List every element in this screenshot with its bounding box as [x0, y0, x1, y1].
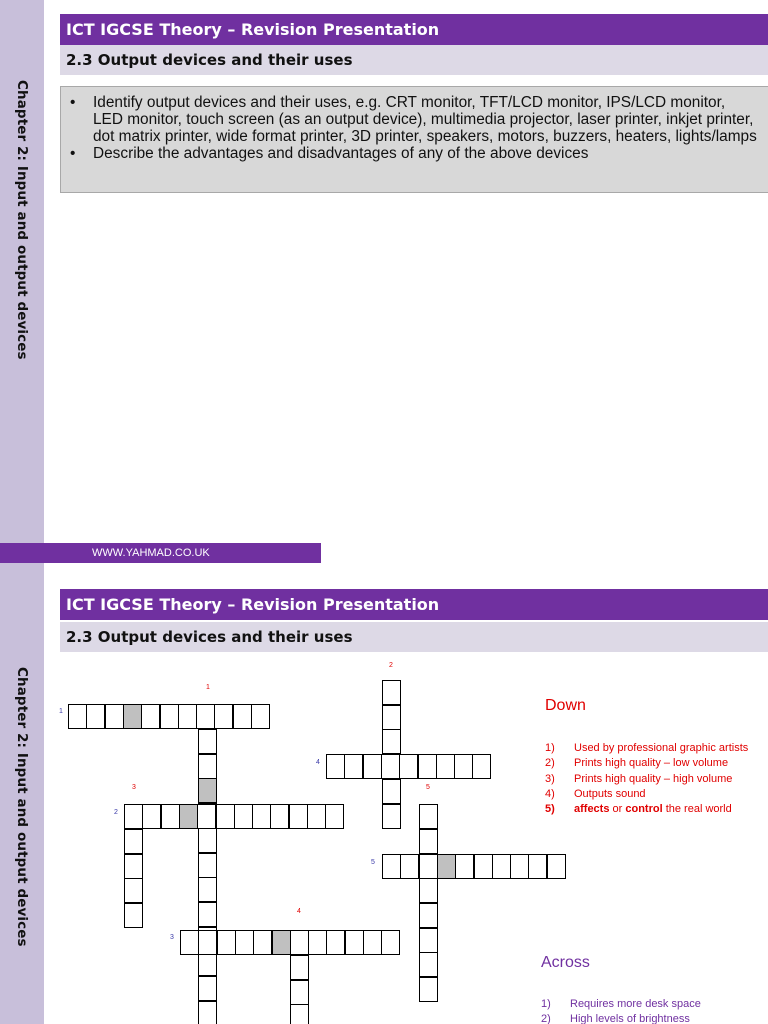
across-clues [541, 997, 701, 1024]
crossword-cell[interactable] [418, 754, 437, 779]
down-3-number: 3 [132, 784, 136, 791]
clue-text: or [609, 803, 626, 816]
crossword-cell[interactable] [216, 804, 235, 829]
crossword-cell[interactable] [454, 754, 473, 779]
crossword-cell[interactable] [142, 804, 161, 829]
clue-number: 2) [541, 1013, 551, 1024]
crossword-cell[interactable] [290, 980, 309, 1005]
across-4-number: 4 [316, 759, 320, 766]
across-heading: Across [541, 954, 590, 971]
crossword-cell[interactable] [344, 754, 363, 779]
crossword-cell[interactable] [234, 804, 253, 829]
crossword-cell[interactable] [235, 930, 254, 955]
section-subtitle: 2.3 Output devices and their uses [60, 622, 768, 652]
crossword-cell[interactable] [363, 930, 382, 955]
crossword-cell[interactable] [198, 930, 217, 955]
crossword-cell[interactable] [141, 704, 160, 729]
crossword-cell[interactable] [381, 754, 400, 779]
crossword-cell[interactable] [399, 754, 418, 779]
crossword-cell[interactable] [198, 976, 217, 1001]
crossword-cell[interactable] [307, 804, 326, 829]
crossword-cell[interactable] [105, 704, 124, 729]
crossword-cell[interactable] [419, 977, 438, 1002]
crossword-cell[interactable] [86, 704, 105, 729]
crossword-cell[interactable] [198, 1001, 217, 1024]
crossword-cell[interactable] [547, 854, 566, 879]
across-5-number: 5 [371, 859, 375, 866]
crossword-cell[interactable] [289, 804, 308, 829]
slide-2 [0, 565, 768, 1024]
crossword-cell[interactable] [124, 804, 143, 829]
website-footer[interactable]: WWW.YAHMAD.CO.UK [0, 543, 321, 563]
crossword-cell[interactable] [382, 854, 401, 879]
crossword-cell[interactable] [400, 854, 419, 879]
clue-number: 1) [545, 742, 555, 754]
crossword-cell[interactable] [124, 854, 143, 879]
down-clue [545, 772, 748, 787]
crossword-cell[interactable] [160, 704, 179, 729]
crossword-cell[interactable] [419, 903, 438, 928]
clue-number: 3) [545, 772, 555, 785]
crossword-cell[interactable] [198, 778, 217, 803]
clue-text-bold: affects [574, 803, 610, 816]
down-clue [545, 741, 748, 756]
crossword-cell[interactable] [179, 804, 198, 829]
crossword-cell[interactable] [198, 828, 217, 853]
crossword-cell[interactable] [198, 729, 217, 754]
clue-number: 2) [545, 757, 555, 770]
crossword-cell[interactable] [124, 878, 143, 903]
crossword-cell[interactable] [382, 779, 401, 804]
clue-number: 4) [545, 787, 555, 800]
crossword-cell[interactable] [474, 854, 493, 879]
crossword-cell[interactable] [419, 878, 438, 903]
crossword-cell[interactable] [270, 804, 289, 829]
clue-number: 1) [541, 998, 551, 1010]
across-clue [541, 1012, 701, 1024]
crossword-cell[interactable] [233, 704, 252, 729]
crossword-cell[interactable] [528, 854, 547, 879]
crossword-cell[interactable] [325, 804, 344, 829]
crossword-cell[interactable] [214, 704, 233, 729]
crossword-cell[interactable] [124, 829, 143, 854]
crossword-cell[interactable] [326, 754, 345, 779]
crossword-cell[interactable] [308, 930, 327, 955]
across-1-number: 1 [59, 708, 63, 715]
down-clue [545, 756, 748, 771]
crossword-cell[interactable] [196, 704, 215, 729]
sidebar-chapter-label: Chapter 2: Input and output devices [14, 666, 30, 947]
down-1-number: 1 [206, 684, 210, 691]
across-3-number: 3 [170, 934, 174, 941]
crossword-cell[interactable] [345, 930, 364, 955]
crossword-cell[interactable] [197, 804, 216, 829]
down-4-number: 4 [297, 908, 301, 915]
clue-number: 5) [545, 803, 555, 816]
objectives-box [60, 86, 768, 193]
crossword-cell[interactable] [198, 902, 217, 927]
clue-text: Prints high quality – low volume [574, 757, 729, 770]
down-2-number: 2 [389, 662, 393, 669]
down-heading: Down [545, 697, 586, 714]
section-subtitle: 2.3 Output devices and their uses [60, 45, 768, 75]
crossword-cell[interactable] [124, 903, 143, 928]
crossword-cell[interactable] [290, 955, 309, 980]
crossword-cell[interactable] [198, 877, 217, 902]
crossword-cell[interactable] [419, 804, 438, 829]
across-2-number: 2 [114, 809, 118, 816]
crossword-cell[interactable] [198, 754, 217, 779]
crossword-cell[interactable] [419, 928, 438, 953]
crossword-cell[interactable] [472, 754, 491, 779]
crossword-cell[interactable] [251, 704, 270, 729]
sidebar-chapter-label: Chapter 2: Input and output devices [14, 80, 30, 360]
crossword-cell[interactable] [419, 854, 438, 879]
crossword-cell[interactable] [217, 930, 236, 955]
crossword-cell[interactable] [180, 930, 199, 955]
crossword-cell[interactable] [253, 930, 272, 955]
crossword-cell[interactable] [68, 704, 87, 729]
crossword-cell[interactable] [437, 854, 456, 879]
clue-text: Used by professional graphic artists [574, 742, 749, 754]
clue-text: Prints high quality – high volume [574, 772, 733, 785]
across-clue [541, 997, 701, 1012]
clue-text: High levels of brightness [570, 1013, 690, 1024]
crossword-cell[interactable] [436, 754, 455, 779]
crossword-cell[interactable] [363, 754, 382, 779]
page-title: ICT IGCSE Theory – Revision Presentation [60, 14, 768, 45]
clue-text: the real world [662, 803, 732, 816]
down-clue [545, 802, 748, 817]
crossword-cell[interactable] [381, 930, 400, 955]
crossword-cell[interactable] [290, 1004, 309, 1024]
objective-item: • Describe the advantages and disadvantages of any of the above devices [93, 145, 758, 162]
crossword-cell[interactable] [492, 854, 511, 879]
crossword-cell[interactable] [382, 804, 401, 829]
crossword-cell[interactable] [419, 829, 438, 854]
crossword-cell[interactable] [510, 854, 529, 879]
crossword-cell[interactable] [326, 930, 345, 955]
down-clue [545, 787, 748, 802]
objective-item: • Identify output devices and their uses, e.g. CRT monitor, TFT/LCD monitor, IPS/LCD monitor, LED monitor, touch screen (as an output device), multimedia projector, laser printer, inkjet printer, dot matrix printer, wide format printer, 3D printer, speakers, motors, buzzers, heaters, lights/lamps [93, 94, 758, 145]
crossword-cell[interactable] [382, 705, 401, 730]
crossword-cell[interactable] [178, 704, 197, 729]
crossword-cell[interactable] [382, 729, 401, 754]
crossword-cell[interactable] [290, 930, 309, 955]
crossword-cell[interactable] [198, 853, 217, 878]
clue-text: Requires more desk space [570, 998, 701, 1010]
crossword-cell[interactable] [382, 680, 401, 705]
clue-text: Outputs sound [574, 787, 646, 800]
crossword-cell[interactable] [272, 930, 291, 955]
crossword-cell[interactable] [252, 804, 271, 829]
crossword-cell[interactable] [123, 704, 142, 729]
crossword-cell[interactable] [198, 951, 217, 976]
down-clues [545, 741, 748, 817]
down-5-number: 5 [426, 784, 430, 791]
page-title: ICT IGCSE Theory – Revision Presentation [60, 589, 768, 620]
clue-text-bold: control [625, 803, 663, 816]
crossword-cell[interactable] [161, 804, 180, 829]
crossword-cell[interactable] [419, 952, 438, 977]
crossword-cell[interactable] [455, 854, 474, 879]
